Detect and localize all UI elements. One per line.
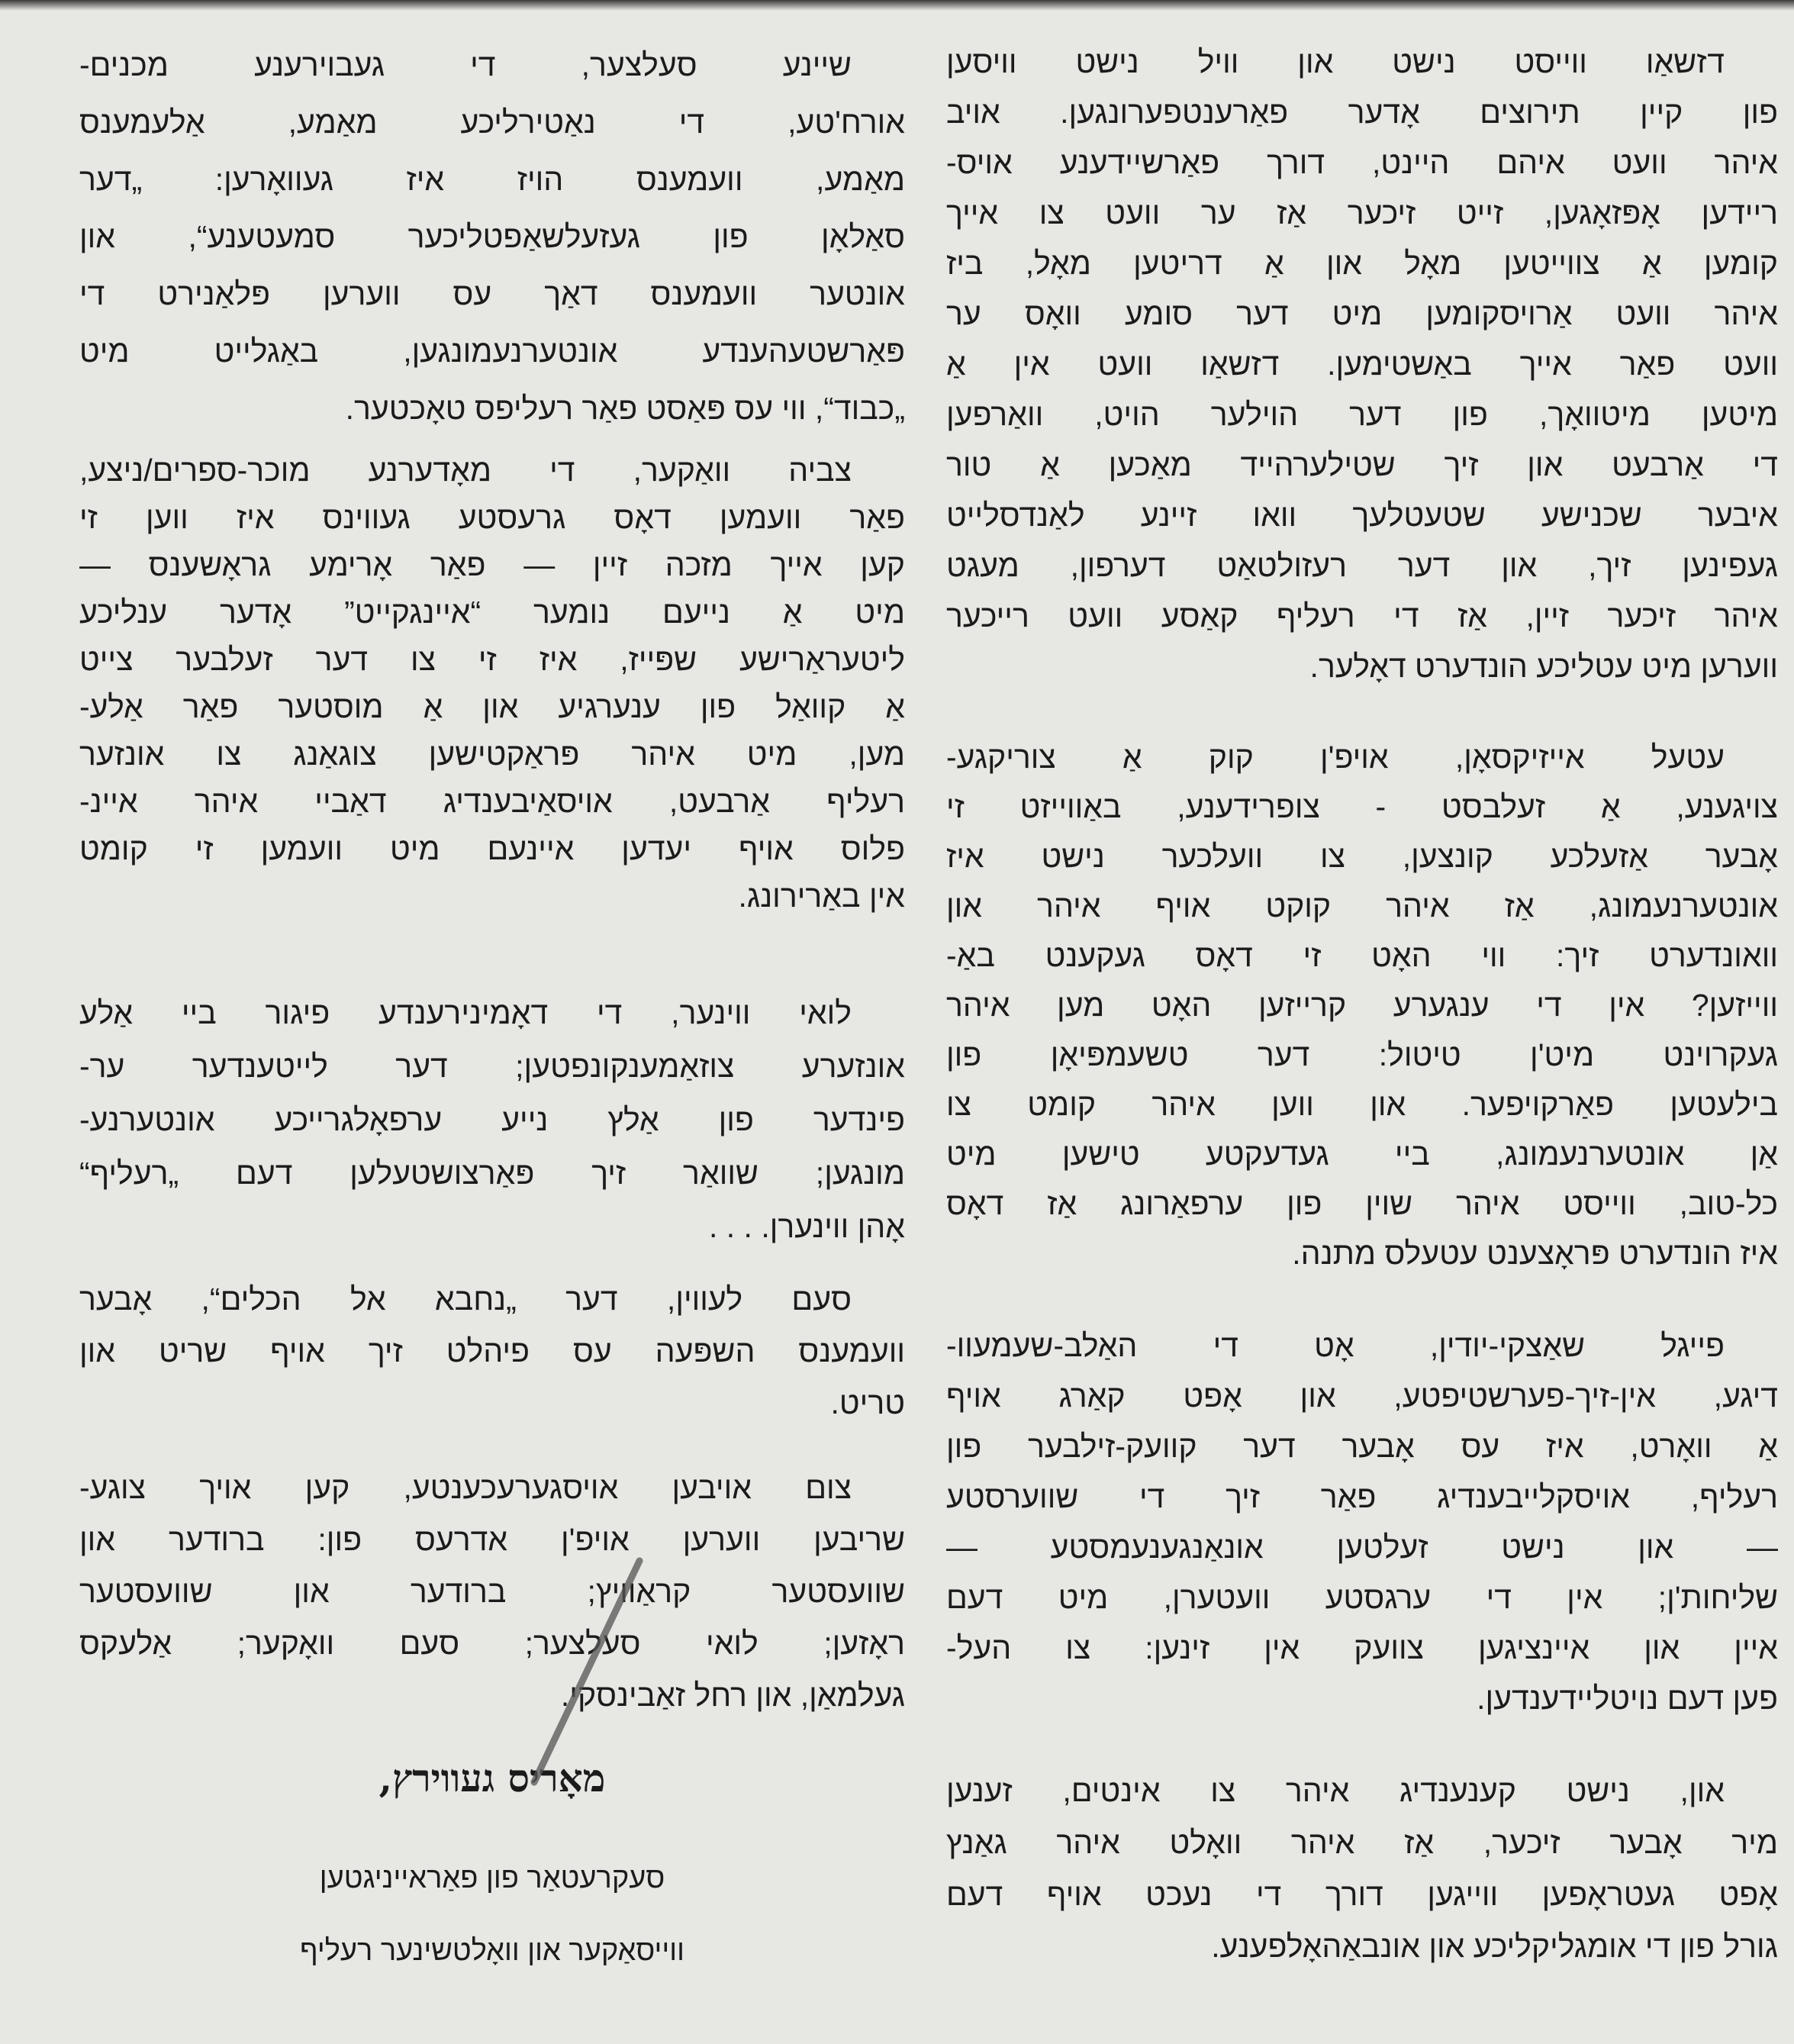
text-line: קען אייך מזכה זיין — פאַר אָרימע גראָשענס —	[79, 547, 905, 582]
text-line: פאַר וועמען דאָס גרעסטע געווינס איז ווען זי	[79, 500, 905, 535]
text-line: סאַלאָן פון געזעלשאַפטליכער סמעטענע“, און	[79, 219, 905, 254]
text-line: פען דעם נויטליידענדען.	[1477, 1681, 1778, 1716]
text-line: מונגען; שוואַר זיך פּאַרצושטעלען דעם „רעליף“	[79, 1156, 905, 1191]
text-line: אַן אונטערנעמונג, ביי געדעקטע טישען מיט	[946, 1136, 1778, 1172]
text-line: שוועסטער קראַוויץ; ברודער און שוועסטער	[79, 1574, 905, 1609]
text-line: איהר וועט איהם היינט, דורך פאַרשיידענע אויס-	[946, 145, 1778, 180]
text-line: פלוס אויף יעדען איינעם מיט וועמען זי קומט	[79, 831, 905, 866]
text-line: עטעל אייזיקסאָן, אויפ'ן קוק אַ צוריקגע-	[946, 740, 1725, 775]
text-line: דזשאַו ווייסט נישט און וויל נישט וויסען	[946, 44, 1725, 79]
text-line: גורל פון די אומגליקליכע און אונבאַהאָלפענע.	[1211, 1929, 1778, 1964]
text-line: קומען אַ צווייטען מאָל און אַ דריטען מאָל, ביז	[946, 246, 1778, 281]
signature-title-line-1: סעקרעטאַר פון פאַראייניגטען	[319, 1862, 665, 1894]
text-line: מיר אָבער זיכער, אַז איהר וואָלט איהר גאַנץ	[946, 1825, 1778, 1860]
text-line: טריט.	[830, 1385, 905, 1420]
text-line: אורח'טע, די נאַטירליכע מאַמע, אַלעמענס	[79, 105, 905, 140]
text-line: געלמאַן, און רחל זאַבינסקי.	[560, 1678, 905, 1713]
text-line: סעם לעווין, דער „נחבא אל הכלים“, אָבער	[79, 1282, 852, 1317]
text-line: שריבען ווערען אויפ'ן אדרעס פון: ברודער און	[79, 1522, 905, 1557]
text-line: ווערען מיט עטליכע הונדערט דאָלער.	[1309, 649, 1778, 684]
text-line: איבער שכנישע שטעטלעך וואו זיינע לאַנדסלייט	[946, 498, 1778, 533]
text-line: לואי ווינער, די דאָמינירענדע פיגור ביי אַלע	[79, 995, 852, 1030]
text-line: מען, מיט איהר פּראַקטישען צוגאַנג צו אונזער	[79, 737, 905, 772]
text-line: אונזערע צוזאַמענקונפטען; דער לייטענדער ער-	[79, 1049, 905, 1084]
text-line: מיט אַ נייעם נומער “איינגקייט” אָדער ענליכע	[79, 595, 905, 630]
text-line: פייגל שאַצקי-יודין, אָט די האַלב-שעמעוו-	[946, 1328, 1725, 1363]
text-line: אָבער אַזעלכע קונצען, צו וועלכער נישט איז	[946, 839, 1778, 874]
text-line: וואונדערט זיך: ווי האָט זי דאָס געקענט באַ-	[946, 938, 1778, 973]
text-line: די אַרבעט און זיך שטילערהייד מאַכען אַ טור	[946, 447, 1778, 482]
text-line: דיגע, אין-זיך-פערשטיפטע, און אָפט קאַרג אויף	[946, 1378, 1778, 1414]
text-line: רעליף אַרבעט, אויסאַיבענדיג דאַביי איהר איינ-	[79, 784, 905, 819]
text-line: איהר זיכער זיין, אַז די רעליף קאַסע וועט רייכער	[946, 598, 1778, 634]
text-line: ווייזען? אין די ענגערע קרייזען האָט מען איהר	[946, 988, 1778, 1023]
signature-name: מאָריס געווירץ,	[378, 1755, 606, 1801]
text-line: געקרוינט מיט'ן טיטול: דער טשעמפּיאָן פון	[946, 1037, 1778, 1072]
text-line: ליטעראַרישע שפּייז, איז זי צו דער זעלבער צייט	[79, 642, 905, 677]
text-line: אַ קוואַל פון ענערגיע און אַ מוסטער פאַר אַלע-	[79, 689, 905, 724]
text-line: אָפט געטראָפען ווייגען דורך די נעכט אויף דעם	[946, 1877, 1778, 1912]
text-line: איהר וועט אַרויסקומען מיט דער סומע וואָס ער	[946, 296, 1778, 331]
text-line: מאַמע, וועמענס הויז איז געוואָרען: „דער	[79, 162, 905, 197]
text-line: צויגענע, אַ זעלבסט - צופרידענע, באַווייזט זי	[946, 789, 1778, 824]
text-line: צביה וואַקער, די מאָדערנע מוכר-ספרים/ניצע,	[79, 453, 852, 488]
text-line: שליחות'ן; אין די ערגסטע וועטערן, מיט דעם	[946, 1580, 1778, 1615]
text-line: אַ וואָרט, איז עס אָבער דער קוועק-זילבער פון	[946, 1429, 1778, 1464]
text-line: מיטען מיטוואָך, פון דער הוילער הויט, וואַרפען	[946, 397, 1778, 432]
text-line: פּאַרשטעהענדע אונטערנעמונגען, באַגלייט מיט	[79, 334, 905, 369]
text-line: וועט פאַר אייך באַשטימען. דזשאַו וועט אין אַ	[946, 347, 1778, 382]
text-line: ראָזען; לואי סעלצער; סעם וואָקער; אַלעקס	[79, 1626, 905, 1661]
text-line: ריידען אָפּזאָגען, זייט זיכער אַז ער וועט צו אייך	[946, 195, 1778, 231]
text-line: כל-טוב, ווייסט איהר שוין פון ערפאַרונג אַז דאָס	[946, 1186, 1778, 1221]
text-line: איין און איינציגען צוועק אין זינען: צו העל-	[946, 1630, 1778, 1665]
text-line: אונטערנעמונג, אַז איהר קוקט אויף איהר און	[946, 888, 1778, 924]
text-line: געפינען זיך, און דער רעזולטאַט דערפון, מעגט	[946, 548, 1778, 583]
text-line: פון קיין תירוצים אָדער פאַרענטפערונגען. אויב	[946, 95, 1778, 130]
text-line: רעליף, אויסקלייבענדיג פאַר זיך די שווערסטע	[946, 1479, 1778, 1514]
text-line: „כבוד“, ווי עס פּאַסט פאַר רעליפס טאָכטער.	[345, 391, 905, 426]
text-line: — און נישט זעלטען אונאַנגענעמסטע —	[946, 1530, 1778, 1565]
signature-title-line-2: ווייסאַקער און וואָלטשינער רעליף	[299, 1935, 685, 1967]
text-line: שיינע סעלצער, די געבוירענע מכנים-	[79, 47, 852, 82]
text-line: וועמענס השפּעה עס פיהלט זיך אויף שריט און	[79, 1333, 905, 1369]
text-line: איז הונדערט פּראָצענט עטעלס מתנה.	[1292, 1236, 1778, 1271]
text-line: פינדער פון אַלץ נייע ערפאָלגרייכע אונטערנע-	[79, 1102, 905, 1137]
text-line: אָהן ווינערן. . . .	[708, 1209, 905, 1244]
text-line: אונטער וועמענס דאַך עס ווערען פּלאַנירט די	[79, 276, 905, 311]
text-line: אין באַרירונג.	[738, 879, 905, 914]
text-line: בילעטען פאַרקויפער. און ווען איהר קומט צו	[946, 1087, 1778, 1122]
text-line: צום אויבען אויסגערעכענטע, קען אויך צוגע-	[79, 1470, 852, 1505]
text-line: און, נישט קענענדיג איהר צו אינטים, זענען	[946, 1773, 1725, 1808]
